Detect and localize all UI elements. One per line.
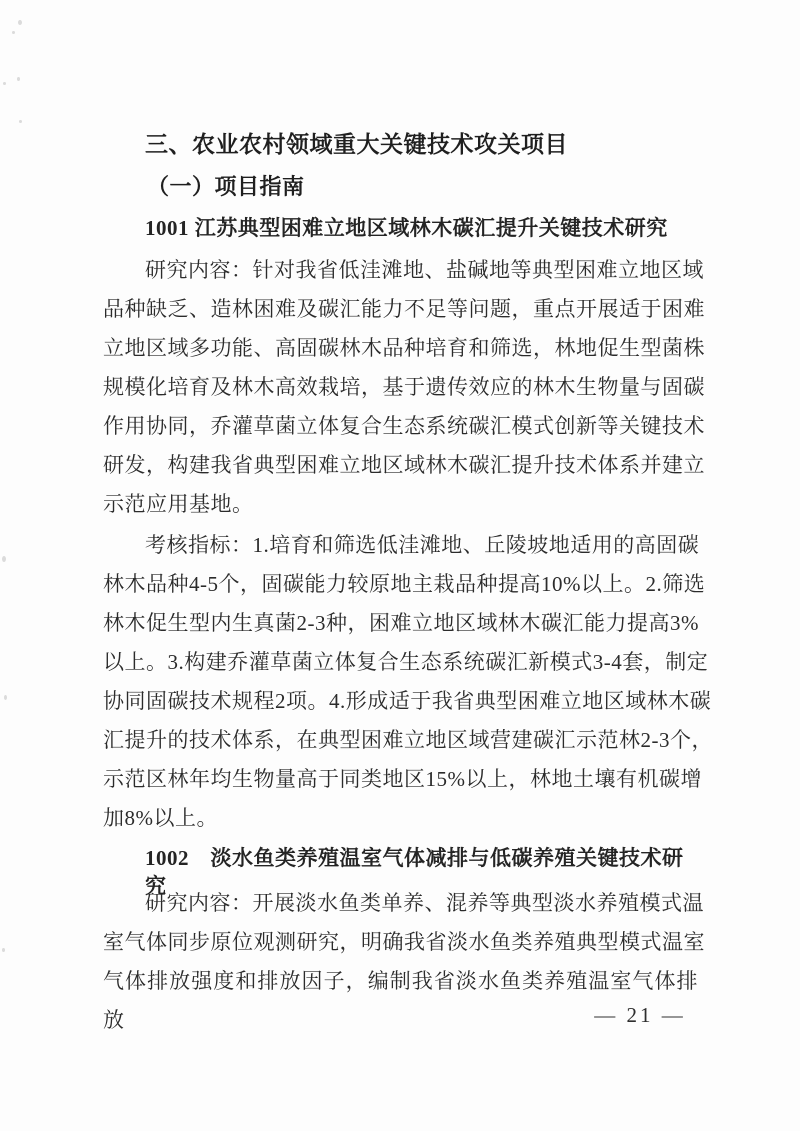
text-line: 品种缺乏、造林困难及碳汇能力不足等问题，重点开展适于困难 bbox=[103, 297, 705, 321]
project-1001-assessment-indicators bbox=[103, 526, 713, 838]
project-title-1001: 1001 江苏典型困难立地区域林木碳汇提升关键技术研究 bbox=[145, 216, 668, 240]
section-heading: 三、农业农村领域重大关键技术攻关项目 bbox=[145, 131, 568, 157]
text-line: 林木品种4-5个，固碳能力较原地主栽品种提高10%以上。2.筛选 bbox=[103, 572, 706, 596]
text-line: 立地区域多功能、高固碳林木品种培育和筛选，林地促生型菌株 bbox=[103, 336, 705, 360]
scan-noise-speck bbox=[19, 120, 22, 123]
scan-noise-speck bbox=[17, 77, 20, 81]
text-line: 考核指标：1.培育和筛选低洼滩地、丘陵坡地适用的高固碳 bbox=[145, 533, 700, 557]
subsection-heading: （一）项目指南 bbox=[147, 174, 305, 199]
text-line: 室气体同步原位观测研究，明确我省淡水鱼类养殖典型模式温室 bbox=[103, 930, 705, 954]
text-line: 研究内容：针对我省低洼滩地、盐碱地等典型困难立地区域 bbox=[145, 258, 704, 282]
text-line: 研究内容：开展淡水鱼类单养、混养等典型淡水养殖模式温 bbox=[145, 891, 704, 915]
text-line: 规模化培育及林木高效栽培，基于遗传效应的林木生物量与固碳 bbox=[103, 375, 705, 399]
scan-noise-speck bbox=[3, 82, 6, 85]
text-line: 汇提升的技术体系，在典型困难立地区域营建碳汇示范林2-3个， bbox=[103, 728, 713, 752]
text-line: 气体排放强度和排放因子，编制我省淡水鱼类养殖温室气体排放 bbox=[103, 969, 698, 1032]
text-line: 作用协同，乔灌草菌立体复合生态系统碳汇模式创新等关键技术 bbox=[103, 414, 705, 438]
text-line: 以上。3.构建乔灌草菌立体复合生态系统碳汇新模式3-4套，制定 bbox=[103, 650, 709, 674]
scan-noise-speck bbox=[18, 20, 22, 25]
text-line: 协同固碳技术规程2项。4.形成适于我省典型困难立地区域林木碳 bbox=[103, 689, 712, 713]
scan-noise-speck bbox=[2, 948, 5, 952]
text-line: 示范区林年均生物量高于同类地区15%以上，林地土壤有机碳增 bbox=[103, 767, 702, 791]
page-number: — 21 — bbox=[594, 1003, 686, 1027]
text-line: 研发，构建我省典型困难立地区域林木碳汇提升技术体系并建立 bbox=[103, 453, 705, 477]
text-line: 示范应用基地。 bbox=[103, 492, 254, 516]
scan-noise-speck bbox=[12, 31, 15, 34]
project-title-1002: 1002 淡水鱼类养殖温室气体减排与低碳养殖关键技术研究 bbox=[145, 846, 684, 898]
text-line: 加8%以上。 bbox=[103, 806, 218, 830]
scan-noise-speck bbox=[4, 695, 7, 700]
text-line: 林木促生型内生真菌2-3种，困难立地区域林木碳汇能力提高3% bbox=[103, 611, 699, 635]
project-1001-research-content bbox=[103, 251, 705, 524]
scan-noise-speck bbox=[2, 556, 6, 562]
